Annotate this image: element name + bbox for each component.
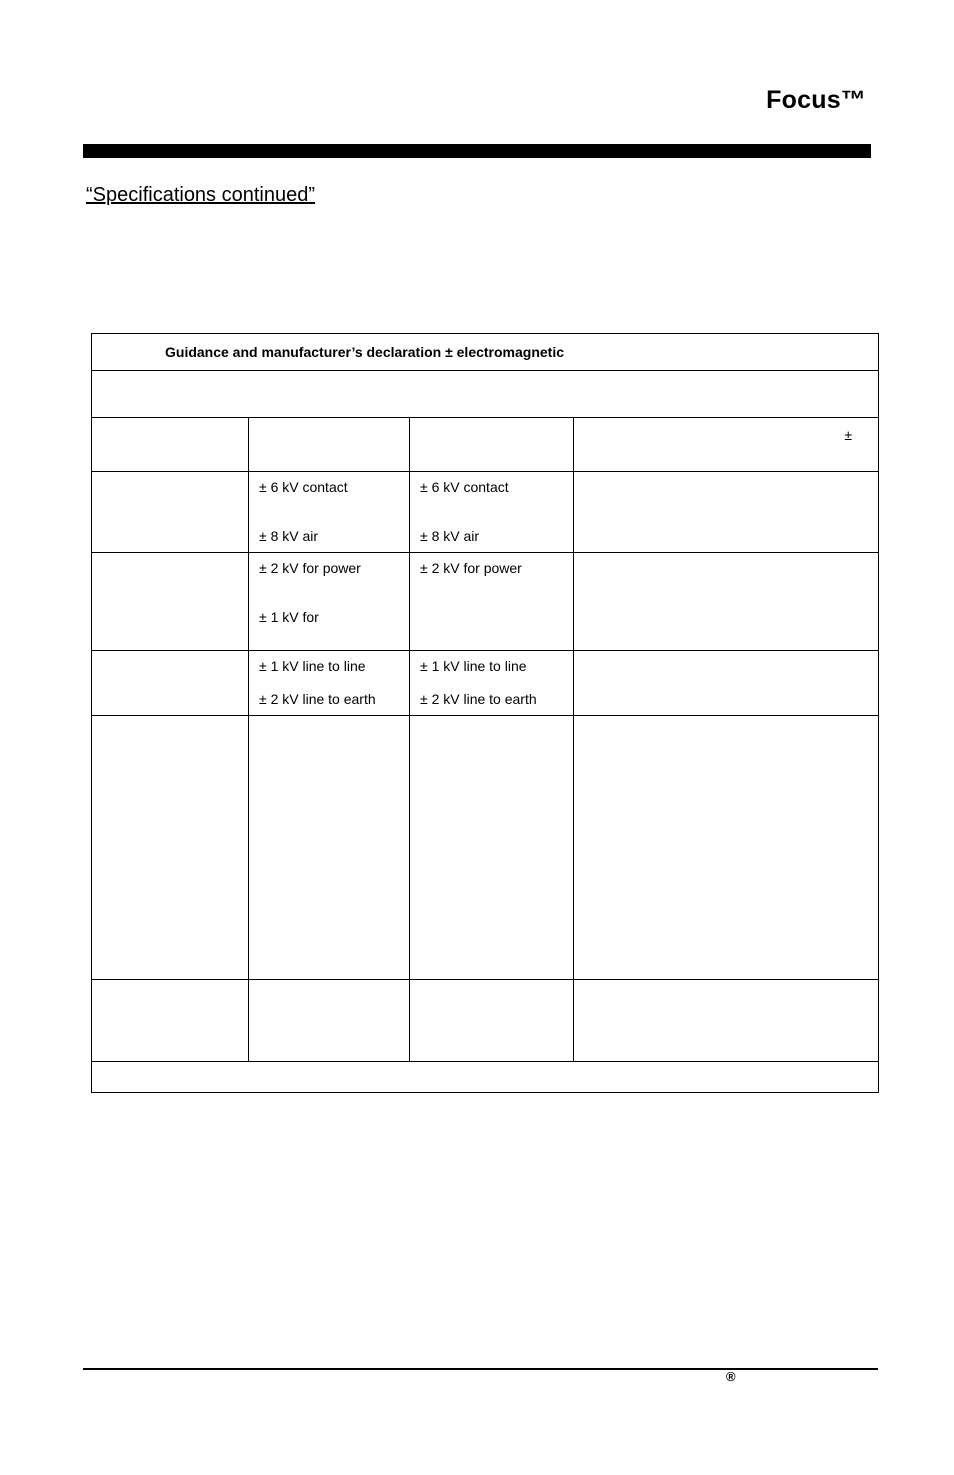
table-row xyxy=(92,980,879,1062)
header-cell-test-level xyxy=(249,418,410,472)
note-cell xyxy=(92,1062,879,1093)
header-rule xyxy=(83,144,871,158)
test-level-cell xyxy=(249,980,410,1062)
row-label-cell xyxy=(92,472,249,553)
test-level-line: ± 2 kV for power xyxy=(259,560,361,576)
table-row xyxy=(92,716,879,980)
test-level-line: ± 6 kV contact xyxy=(259,479,348,495)
table-row xyxy=(92,553,879,651)
test-level-cell xyxy=(249,553,410,651)
guidance-cell xyxy=(574,980,879,1062)
header-cell-test xyxy=(92,418,249,472)
guidance-cell xyxy=(574,716,879,980)
test-level-line: ± 1 kV for xyxy=(259,609,319,625)
table-note-row xyxy=(92,1062,879,1093)
compliance-level-line: ± 6 kV contact xyxy=(420,479,509,495)
table-row xyxy=(92,651,879,716)
plus-minus-symbol: ± xyxy=(844,427,853,443)
table-header-row xyxy=(92,418,879,472)
footer-rule xyxy=(83,1368,878,1370)
test-level-cell xyxy=(249,472,410,553)
compliance-level-cell xyxy=(410,553,574,651)
guidance-cell xyxy=(574,472,879,553)
row-label-cell xyxy=(92,651,249,716)
guidance-cell xyxy=(574,553,879,651)
emc-declaration-table xyxy=(91,333,879,1093)
compliance-level-cell xyxy=(410,980,574,1062)
compliance-level-cell xyxy=(410,716,574,980)
compliance-level-line: ± 8 kV air xyxy=(420,528,480,544)
test-level-cell xyxy=(249,651,410,716)
section-subtitle: “Specifications continued” xyxy=(86,184,316,206)
test-level-line: ± 1 kV line to line xyxy=(259,658,366,674)
test-level-line: ± 8 kV air xyxy=(259,528,319,544)
header-cell-compliance xyxy=(410,418,574,472)
guidance-cell xyxy=(574,651,879,716)
test-level-line: ± 2 kV line to earth xyxy=(259,691,376,707)
table-title-row xyxy=(92,334,879,371)
row-label-cell xyxy=(92,553,249,651)
intro-cell xyxy=(92,371,879,418)
compliance-level-line: ± 2 kV for power xyxy=(420,560,522,576)
compliance-level-line: ± 2 kV line to earth xyxy=(420,691,537,707)
table-title: Guidance and manufacturer’s declaration ± electromagnetic xyxy=(92,334,879,371)
test-level-cell xyxy=(249,716,410,980)
table-row xyxy=(92,472,879,553)
compliance-level-cell xyxy=(410,651,574,716)
brand-title: Focus™ xyxy=(766,86,866,114)
table-intro-row xyxy=(92,371,879,418)
row-label-cell xyxy=(92,716,249,980)
compliance-level-cell xyxy=(410,472,574,553)
row-label-cell xyxy=(92,980,249,1062)
header-cell-guidance xyxy=(574,418,879,472)
compliance-level-line: ± 1 kV line to line xyxy=(420,658,527,674)
registered-mark: ® xyxy=(726,1369,736,1384)
